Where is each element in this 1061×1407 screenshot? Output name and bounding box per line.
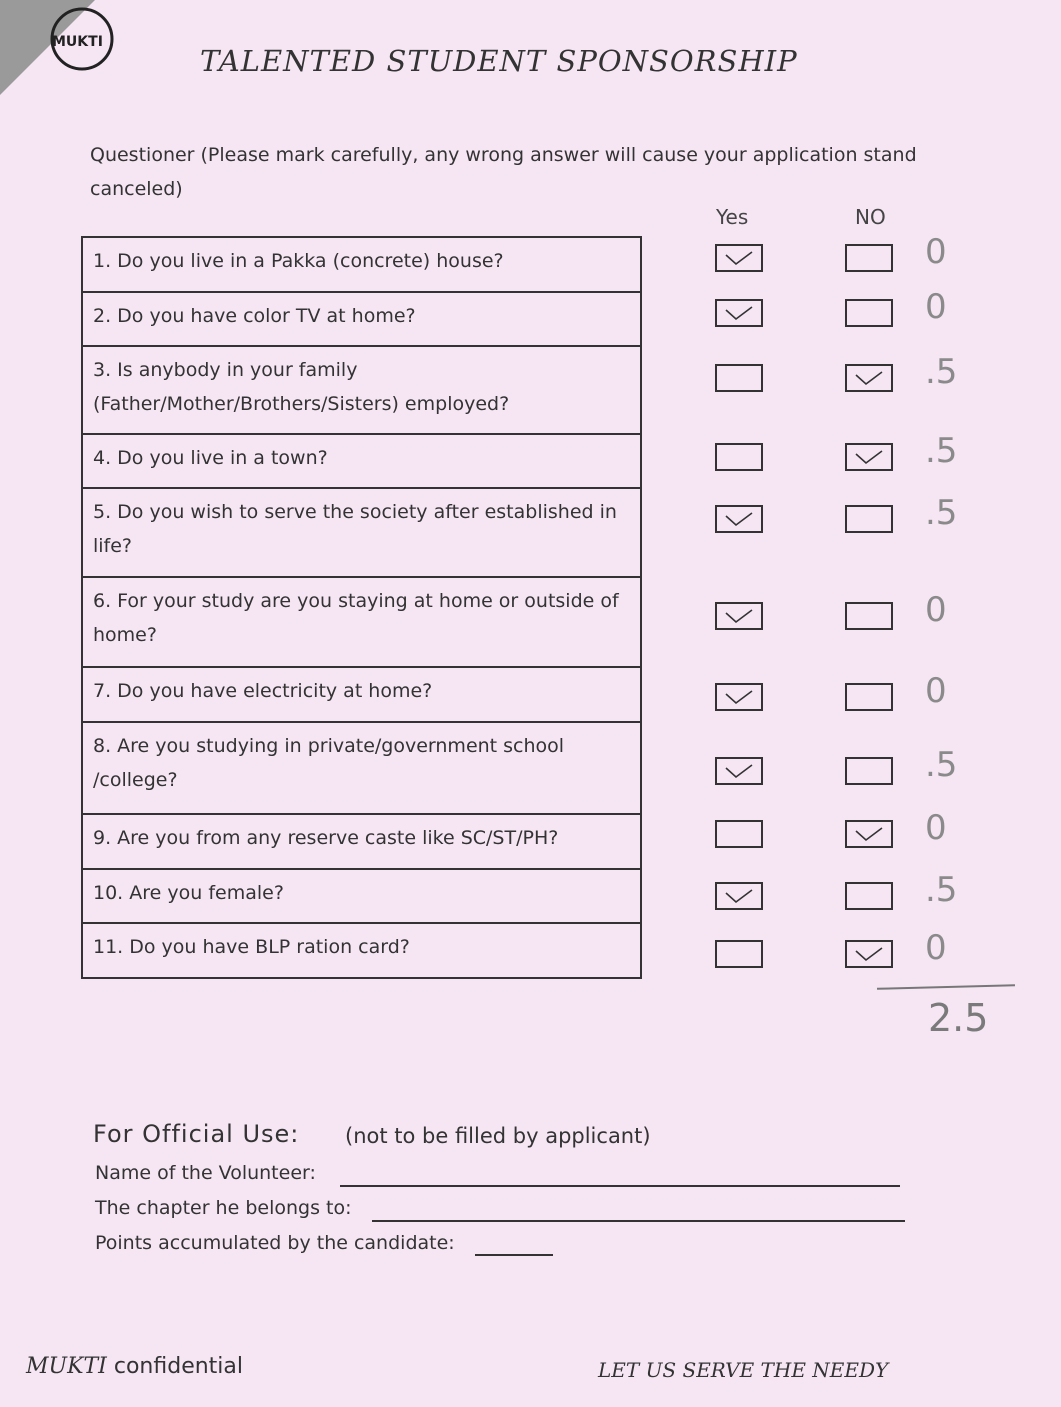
q9-no-checkbox[interactable] xyxy=(845,820,893,848)
question-3: 3. Is anybody in your family (Father/Mother/Brothers/Sisters) employed? xyxy=(82,346,641,434)
q10-no-checkbox[interactable] xyxy=(845,882,893,910)
q3-score: .5 xyxy=(925,352,958,392)
checkmark-icon xyxy=(855,945,883,963)
mukti-logo xyxy=(38,6,116,72)
q5-yes-checkbox[interactable] xyxy=(715,505,763,533)
checkmark-icon xyxy=(725,304,753,322)
question-1: 1. Do you live in a Pakka (concrete) house? xyxy=(82,237,641,292)
question-5: 5. Do you wish to serve the society after established in life? xyxy=(82,488,641,577)
question-6: 6. For your study are you staying at home or outside of home? xyxy=(82,577,641,667)
checkmark-icon xyxy=(725,887,753,905)
q8-no-checkbox[interactable] xyxy=(845,757,893,785)
q2-no-checkbox[interactable] xyxy=(845,299,893,327)
q9-yes-checkbox[interactable] xyxy=(715,820,763,848)
checkmark-icon xyxy=(855,369,883,387)
q10-score: .5 xyxy=(925,870,958,910)
q2-score: 0 xyxy=(925,287,947,327)
q9-score: 0 xyxy=(925,808,947,848)
q4-yes-checkbox[interactable] xyxy=(715,443,763,471)
q5-no-checkbox[interactable] xyxy=(845,505,893,533)
question-9: 9. Are you from any reserve caste like SC/ST/PH? xyxy=(82,814,641,869)
q11-yes-checkbox[interactable] xyxy=(715,940,763,968)
q5-score: .5 xyxy=(925,493,958,533)
q8-yes-checkbox[interactable] xyxy=(715,757,763,785)
q1-yes-checkbox[interactable] xyxy=(715,244,763,272)
q7-score: 0 xyxy=(925,671,947,711)
chapter-label: The chapter he belongs to: xyxy=(95,1197,352,1219)
question-4: 4. Do you live in a town? xyxy=(82,434,641,488)
footer-confidential-text: confidential xyxy=(113,1354,244,1379)
q3-no-checkbox[interactable] xyxy=(845,364,893,392)
svg-text:MUKTI: MUKTI xyxy=(52,34,103,50)
question-11: 11. Do you have BLP ration card? xyxy=(82,923,641,978)
q7-yes-checkbox[interactable] xyxy=(715,683,763,711)
q7-no-checkbox[interactable] xyxy=(845,683,893,711)
q11-score: 0 xyxy=(925,928,947,968)
checkmark-icon xyxy=(855,825,883,843)
checkmark-icon xyxy=(725,510,753,528)
chapter-field[interactable] xyxy=(372,1220,905,1222)
questions-table xyxy=(81,236,642,979)
q11-no-checkbox[interactable] xyxy=(845,940,893,968)
q10-yes-checkbox[interactable] xyxy=(715,882,763,910)
question-2: 2. Do you have color TV at home? xyxy=(82,292,641,346)
no-column-header: NO xyxy=(855,205,886,229)
question-10: 10. Are you female? xyxy=(82,869,641,923)
checkmark-icon xyxy=(725,249,753,267)
points-field[interactable] xyxy=(475,1254,553,1256)
official-use-note: (not to be filled by applicant) xyxy=(345,1124,651,1148)
checkmark-icon xyxy=(725,762,753,780)
yes-column-header: Yes xyxy=(716,205,749,229)
volunteer-name-label: Name of the Volunteer: xyxy=(95,1162,316,1184)
form-title: TALENTED STUDENT SPONSORSHIP xyxy=(200,44,798,78)
q4-no-checkbox[interactable] xyxy=(845,443,893,471)
points-label: Points accumulated by the candidate: xyxy=(95,1232,455,1254)
q6-score: 0 xyxy=(925,590,947,630)
q8-score: .5 xyxy=(925,745,958,785)
instructions: Questioner (Please mark carefully, any wrong answer will cause your application stand canceled) xyxy=(90,144,917,200)
q2-yes-checkbox[interactable] xyxy=(715,299,763,327)
footer-slogan: LET US SERVE THE NEEDY xyxy=(598,1358,889,1382)
total-underline xyxy=(877,984,1015,990)
footer-confidential xyxy=(26,1354,243,1379)
total-score: 2.5 xyxy=(928,996,989,1040)
q6-no-checkbox[interactable] xyxy=(845,602,893,630)
footer-brand: MUKTI xyxy=(26,1354,107,1379)
q3-yes-checkbox[interactable] xyxy=(715,364,763,392)
q4-score: .5 xyxy=(925,431,958,471)
q1-score: 0 xyxy=(925,232,947,272)
q6-yes-checkbox[interactable] xyxy=(715,602,763,630)
checkmark-icon xyxy=(725,688,753,706)
checkmark-icon xyxy=(855,448,883,466)
official-use-heading: For Official Use: xyxy=(93,1120,300,1148)
question-8: 8. Are you studying in private/government school /college? xyxy=(82,722,641,814)
checkmark-icon xyxy=(725,607,753,625)
question-7: 7. Do you have electricity at home? xyxy=(82,667,641,722)
q1-no-checkbox[interactable] xyxy=(845,244,893,272)
volunteer-name-field[interactable] xyxy=(340,1185,900,1187)
